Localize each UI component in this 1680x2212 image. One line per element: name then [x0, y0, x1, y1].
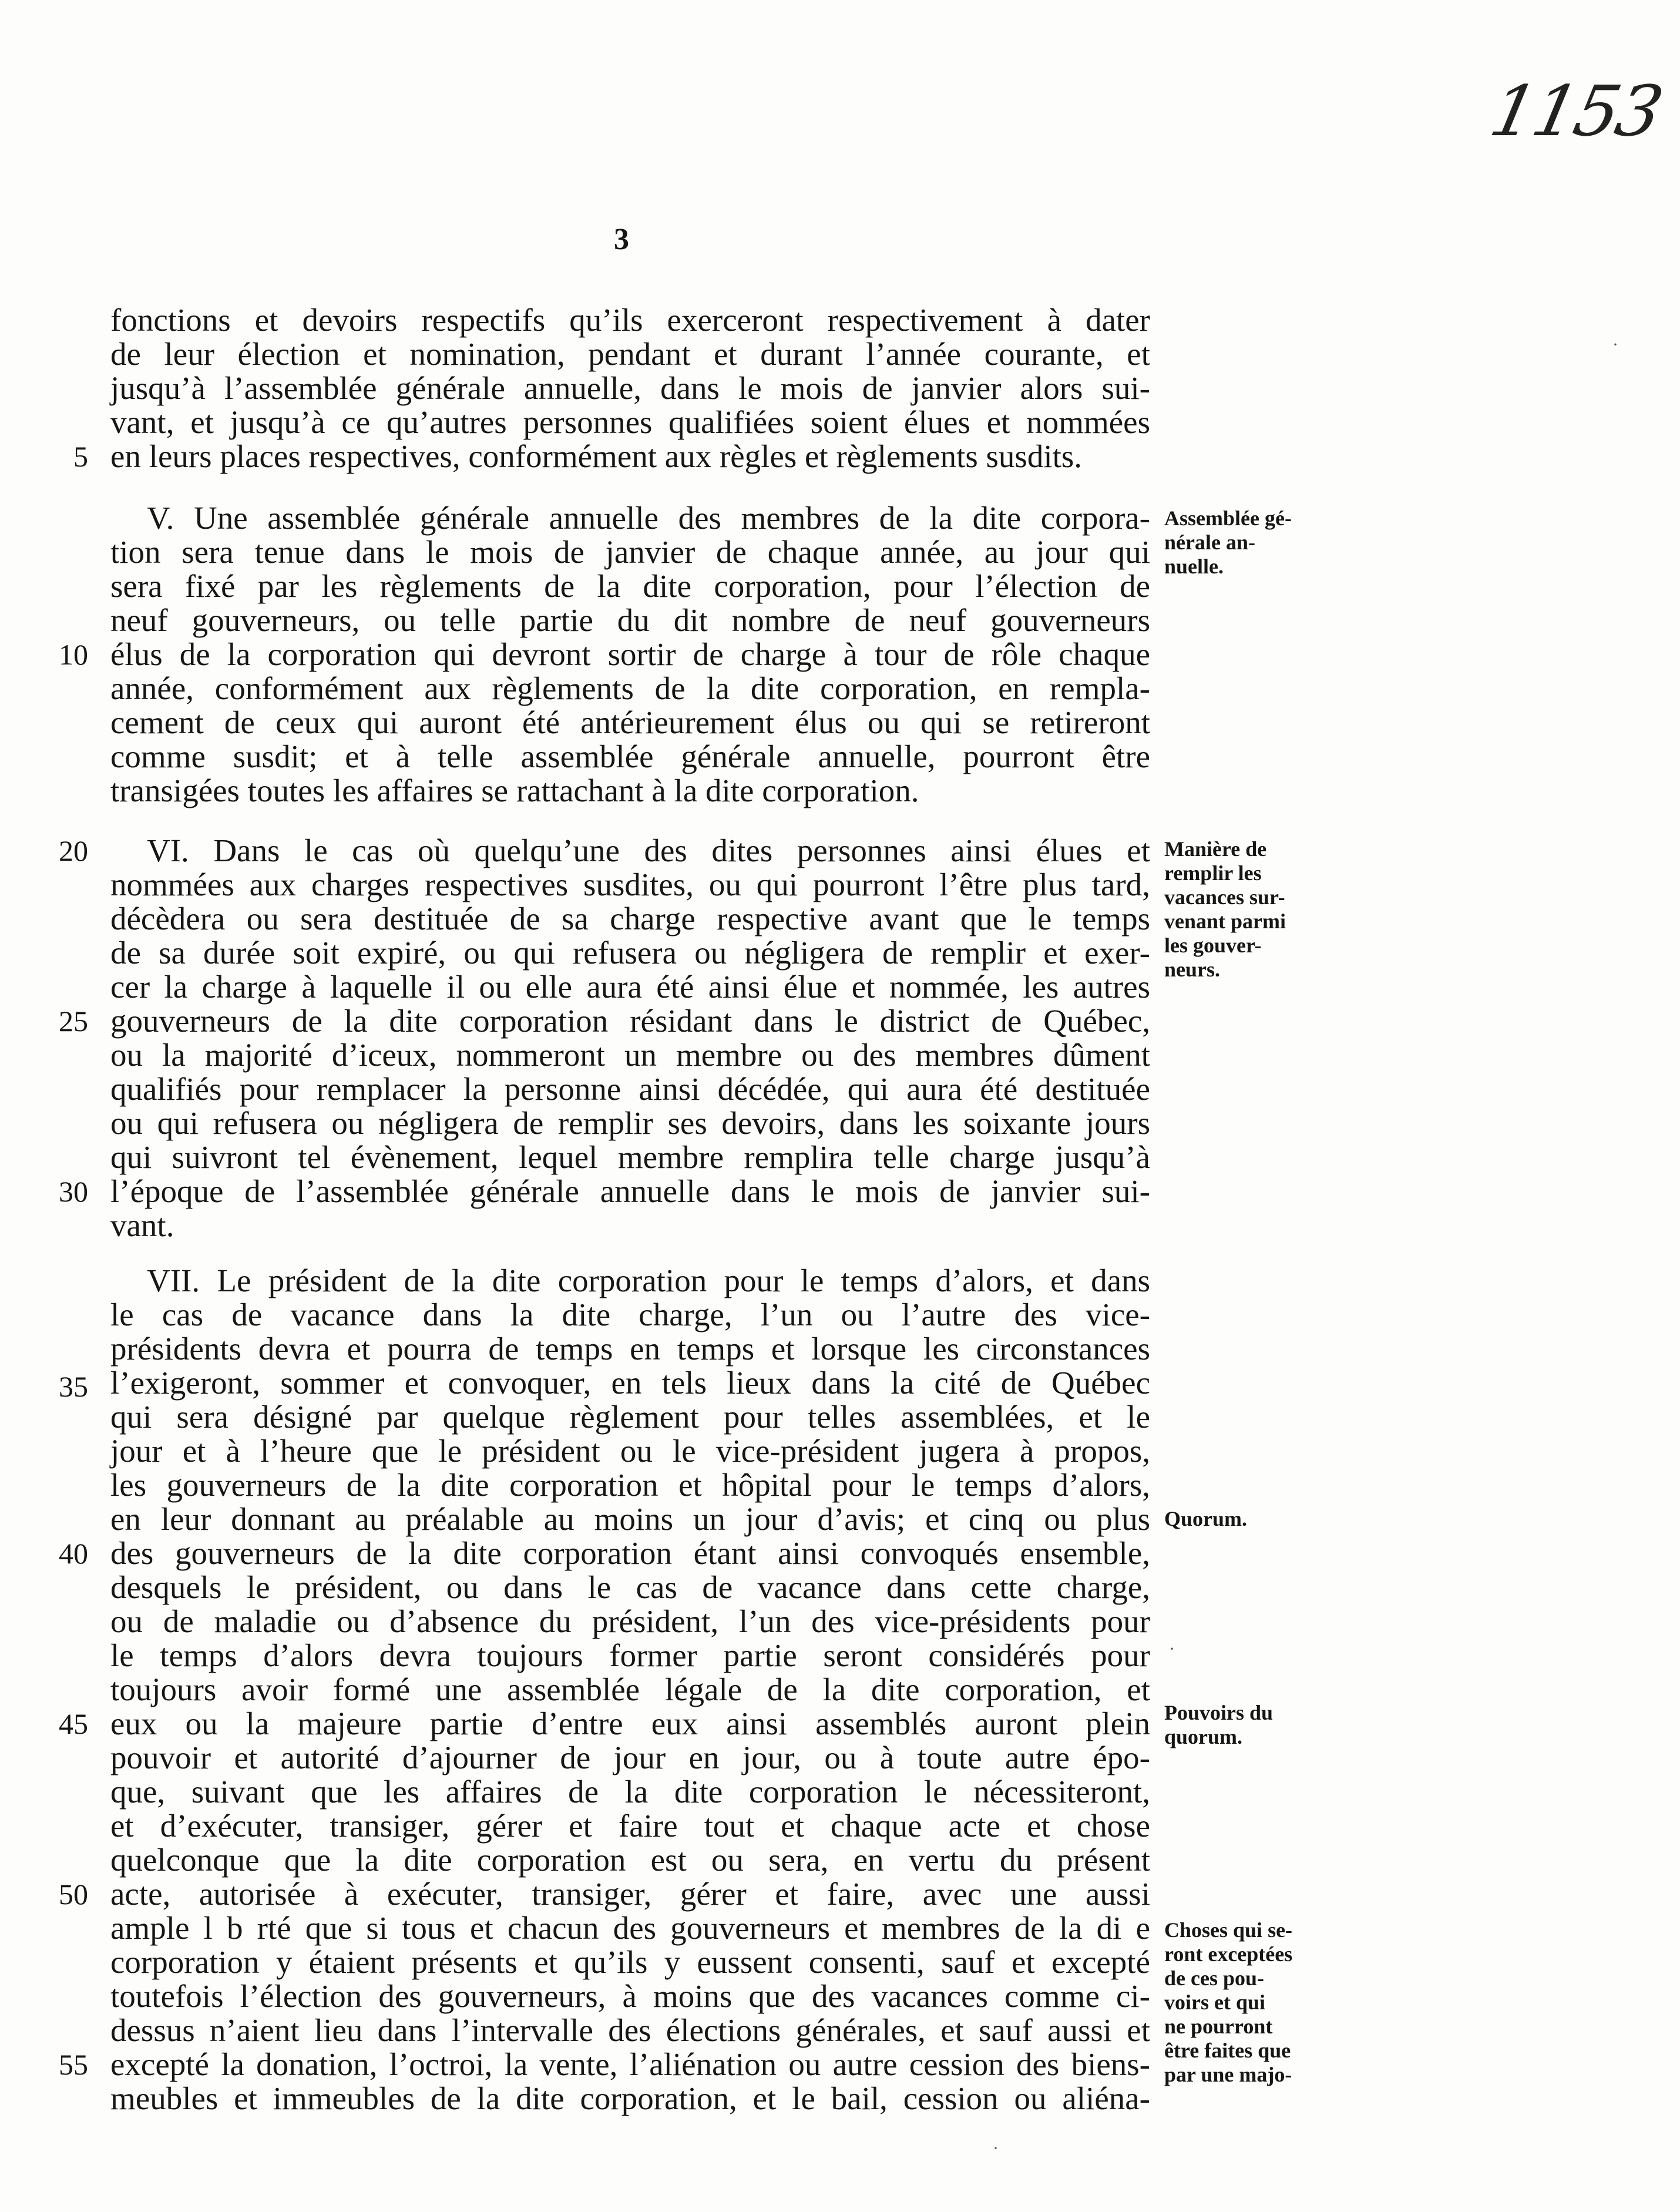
text-line: cement de ceux qui auront été antérieurement élus ou qui se retireront: [110, 704, 1150, 740]
margin-note-line: quorum.: [1164, 1725, 1243, 1748]
margin-note-annual-assembly: [1164, 506, 1323, 579]
text-line: en leur donnant au préalable au moins un jour d’avis; et cinq ou plus: [110, 1501, 1150, 1537]
line-number: 40: [59, 1537, 88, 1570]
margin-note-line: neurs.: [1164, 958, 1221, 981]
margin-note-line: par une majo-: [1164, 2063, 1292, 2086]
line-number: 5: [73, 440, 88, 473]
margin-note-line: ront exceptées: [1164, 1942, 1293, 1966]
text-line: l’exigeront, sommer et convoquer, en tels lieux dans la cité de Québec: [110, 1365, 1150, 1401]
text-line: fonctions et devoirs respectifs qu’ils exerceront respectivement à dater: [110, 302, 1150, 338]
page-number: 3: [614, 223, 629, 256]
line-number: 20: [59, 834, 88, 867]
text-line: présidents devra et pourra de temps en temps et lorsque les circonstances: [110, 1331, 1150, 1367]
text-line: ou la majorité d’iceux, nommeront un membre ou des membres dûment: [110, 1037, 1150, 1073]
text-line: vant, et jusqu’à ce qu’autres personnes qualifiées soient élues et nommées: [110, 404, 1150, 440]
line-number: 50: [59, 1878, 88, 1911]
margin-note-line: remplir les: [1164, 861, 1262, 885]
text-line: toutefois l’élection des gouverneurs, à moins que des vacances comme ci-: [110, 1978, 1150, 2014]
text-line: année, conformément aux règlements de la dite corporation, en rempla-: [110, 670, 1150, 706]
text-line: des gouverneurs de la dite corporation étant ainsi convoqués ensemble,: [110, 1535, 1150, 1571]
paper-speck: ·: [993, 2139, 999, 2158]
text-line: qualifiés pour remplacer la personne ainsi décédée, qui aura été destituée: [110, 1071, 1150, 1107]
text-line: ou qui refusera ou négligera de remplir ses devoirs, dans les soixante jours: [110, 1105, 1150, 1141]
text-line: le temps d’alors devra toujours former partie seront considérés pour: [110, 1637, 1150, 1673]
text-line: neuf gouverneurs, ou telle partie du dit nombre de neuf gouverneurs: [110, 602, 1150, 638]
line-number: 25: [59, 1005, 88, 1038]
text-line: comme susdit; et à telle assemblée générale annuelle, pourront être: [110, 739, 1150, 774]
text-line: meubles et immeubles de la dite corporation, et le bail, cession ou aliéna-: [110, 2080, 1150, 2116]
paper-speck: ·: [1169, 1639, 1175, 1659]
text-line: en leurs places respectives, conformément aux règles et règlements susdits.: [110, 438, 1083, 474]
margin-note-vacancies: [1164, 837, 1323, 982]
text-line: toujours avoir formé une assemblée légale de la dite corporation, et: [110, 1671, 1150, 1707]
margin-note-quorum-powers: [1164, 1701, 1323, 1749]
line-number: 55: [59, 2048, 88, 2081]
text-line: quelconque que la dite corporation est ou sera, en vertu du présent: [110, 1842, 1150, 1878]
text-line: transigées toutes les affaires se rattachant à la dite corporation.: [110, 773, 919, 808]
margin-note-quorum: [1164, 1507, 1323, 1531]
margin-note-line: nérale an-: [1164, 531, 1255, 554]
text-line: de sa durée soit expiré, ou qui refusera ou négligera de remplir et exer-: [110, 935, 1150, 971]
text-line: ou de maladie ou d’absence du président, l’un des vice-présidents pour: [110, 1603, 1150, 1639]
margin-note-line: Manière de: [1164, 837, 1267, 861]
margin-note-line: Pouvoirs du: [1164, 1701, 1274, 1724]
text-line: cer la charge à laquelle il ou elle aura été ainsi élue et nommée, les autres: [110, 969, 1150, 1005]
text-line: qui sera désigné par quelque règlement pour telles assemblées, et le: [110, 1399, 1150, 1435]
text-line: de leur élection et nomination, pendant et durant l’année courante, et: [110, 336, 1150, 372]
text-line: décèdera ou sera destituée de sa charge respective avant que le temps: [110, 901, 1150, 937]
text-line: élus de la corporation qui devront sortir de charge à tour de rôle chaque: [110, 636, 1150, 672]
text-line: sera fixé par les règlements de la dite corporation, pour l’élection de: [110, 568, 1150, 604]
text-line: pouvoir et autorité d’ajourner de jour en jour, ou à toute autre épo-: [110, 1740, 1150, 1775]
text-line: V. Une assemblée générale annuelle des membres de la dite corpora-: [147, 500, 1150, 536]
margin-note-line: ne pourront: [1164, 2015, 1273, 2038]
line-number: 45: [59, 1707, 88, 1740]
text-line: corporation y étaient présents et qu’ils y eussent consenti, sauf et excepté: [110, 1944, 1150, 1980]
text-line: eux ou la majeure partie d’entre eux ainsi assemblés auront plein: [110, 1706, 1150, 1741]
margin-note-line: Assemblée gé-: [1164, 506, 1292, 530]
text-line: VII. Le président de la dite corporation pour le temps d’alors, et dans: [147, 1263, 1150, 1298]
text-line: nommées aux charges respectives susdites, ou qui pourront l’être plus tard,: [110, 867, 1150, 902]
text-line: VI. Dans le cas où quelqu’une des dites personnes ainsi élues et: [147, 833, 1150, 868]
text-line: dessus n’aient lieu dans l’intervalle des élections générales, et sauf aussi et: [110, 2012, 1150, 2048]
text-line: excepté la donation, l’octroi, la vente, l’aliénation ou autre cession des biens-: [110, 2046, 1150, 2082]
margin-note-line: Choses qui se-: [1164, 1918, 1293, 1942]
margin-note-line: vacances sur-: [1164, 885, 1285, 909]
text-line: les gouverneurs de la dite corporation et hôpital pour le temps d’alors,: [110, 1467, 1150, 1503]
margin-note-line: Quorum.: [1164, 1507, 1248, 1530]
text-line: jusqu’à l’assemblée générale annuelle, dans le mois de janvier alors sui-: [110, 370, 1150, 406]
text-line: et d’exécuter, transiger, gérer et faire tout et chaque acte et chose: [110, 1808, 1150, 1844]
handwritten-folio-number: 1153: [1483, 71, 1668, 152]
margin-note-line: venant parmi: [1164, 909, 1286, 933]
line-number: 30: [59, 1175, 88, 1208]
margin-note-line: voirs et qui: [1164, 1991, 1266, 2014]
text-line: l’époque de l’assemblée générale annuelle dans le mois de janvier sui-: [110, 1173, 1150, 1209]
text-line: le cas de vacance dans la dite charge, l’un ou l’autre des vice-: [110, 1297, 1150, 1332]
text-line: acte, autorisée à exécuter, transiger, gérer et faire, avec une aussi: [110, 1876, 1150, 1912]
margin-note-line: être faites que: [1164, 2039, 1291, 2062]
margin-note-line: nuelle.: [1164, 555, 1224, 578]
text-line: qui suivront tel évènement, lequel membre remplira telle charge jusqu’à: [110, 1139, 1150, 1175]
margin-note-exceptions: [1164, 1918, 1323, 2087]
text-line: tion sera tenue dans le mois de janvier de chaque année, au jour qui: [110, 534, 1150, 570]
text-line: que, suivant que les affaires de la dite corporation le nécessiteront,: [110, 1774, 1150, 1810]
text-line: desquels le président, ou dans le cas de vacance dans cette charge,: [110, 1569, 1150, 1605]
text-line: jour et à l’heure que le président ou le vice-président jugera à propos,: [110, 1433, 1150, 1469]
text-line: ample l b rté que si tous et chacun des gouverneurs et membres de la di e: [110, 1910, 1150, 1946]
line-number: 10: [59, 638, 88, 671]
line-number: 35: [59, 1370, 88, 1403]
text-line: vant.: [110, 1207, 174, 1243]
paper-speck: ·: [1612, 335, 1618, 354]
text-line: gouverneurs de la dite corporation résidant dans le district de Québec,: [110, 1003, 1150, 1039]
margin-note-line: les gouver-: [1164, 934, 1262, 957]
margin-note-line: de ces pou-: [1164, 1966, 1264, 1990]
